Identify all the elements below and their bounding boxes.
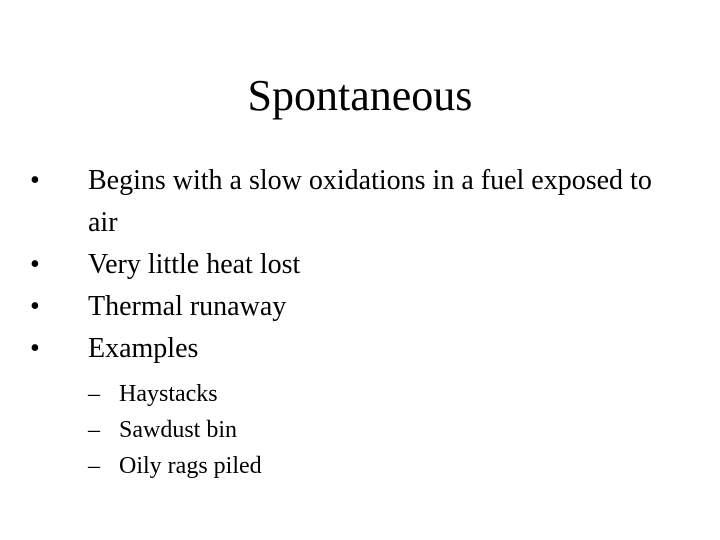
sub-bullet-marker: – xyxy=(88,453,100,479)
bullet-item xyxy=(30,328,670,484)
bullet-marker: • xyxy=(30,249,40,280)
slide-title: Spontaneous xyxy=(247,71,473,120)
bullet-item xyxy=(30,286,670,328)
bullet-text: Very little heat lost xyxy=(88,249,301,280)
bullet-text: Thermal runaway xyxy=(88,291,287,322)
bullet-text: Examples xyxy=(88,333,199,364)
sub-bullet-item xyxy=(88,376,670,412)
bullet-item xyxy=(30,244,670,286)
bullet-text: Begins with a slow oxidations in a fuel exposed to air xyxy=(88,165,652,238)
bullet-marker: • xyxy=(30,165,40,196)
sub-bullet-text: Oily rags piled xyxy=(119,453,262,479)
bullet-item xyxy=(30,160,670,244)
bullet-marker: • xyxy=(30,291,40,322)
bullet-list xyxy=(30,160,670,484)
bullet-marker: • xyxy=(30,333,40,364)
sub-bullet-item xyxy=(88,412,670,448)
sub-bullet-text: Haystacks xyxy=(119,381,218,407)
sub-bullet-marker: – xyxy=(88,417,100,443)
sub-bullet-text: Sawdust bin xyxy=(119,417,238,443)
sub-bullet-list xyxy=(88,376,670,484)
sub-bullet-item xyxy=(88,448,670,484)
sub-bullet-marker: – xyxy=(88,381,100,407)
